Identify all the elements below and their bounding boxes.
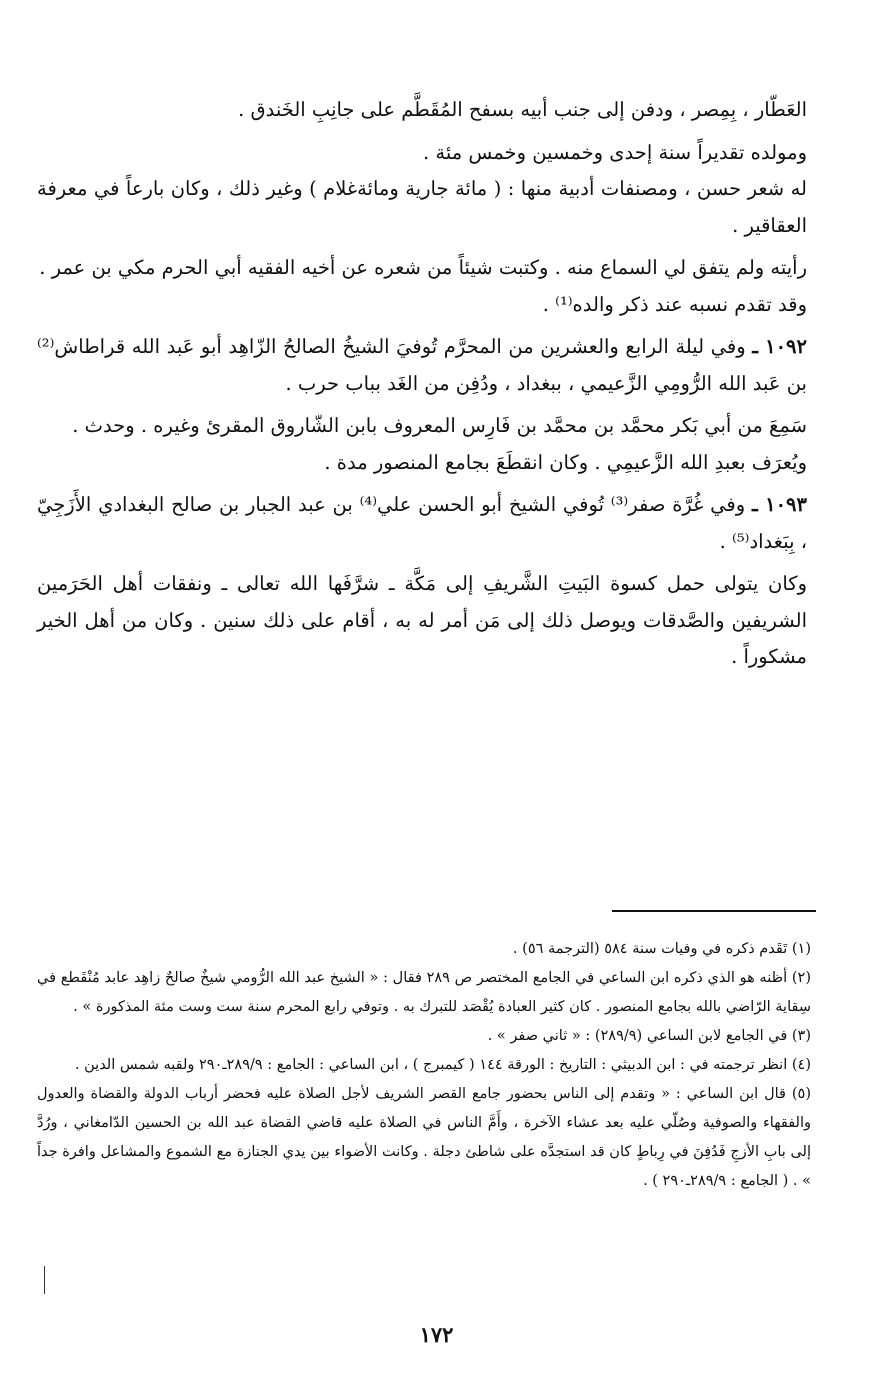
footnote-separator [612,910,816,912]
paragraph: رأيته ولم يتفق لي السماع منه . وكتبت شيئاً من شعره عن أخيه الفقيه أبي الحرم مكي بن عمر . [39,256,807,279]
entry-number: ١٠٩٣ ـ [751,493,807,516]
footnotes [37,935,811,1196]
footnote-text: قال ابن الساعي : « وتقدم إلى الناس بحضور جامع القصر الشريف لأجل الصلاة عليه فحضر أرباب الدولة والقضاة والعدول والفقهاء والصوفية وصُلّي عليه بعد عشاء الآخرة ، وأَمَّ الناس في الصلاة عليه قاضي القضاة عبد الله بن الحسين الدّامغاني ، ورُدَّ إلى بابِ الأزجِ فَدُفِنَ في رِباطٍ كان قد استجدَّه على شاطئ دجلة . وكانت الأضواء بين يدي الجنازة مع الشموع والمشاعل وافرة جداً » . ( الجامع : ٢٨٩/٩ـ٢٩٠ ) . [37,1086,811,1189]
paragraph: ومولده تقديراً سنة إحدى وخمسين وخمس مئة . [423,140,807,164]
footnote-text: تَقَدم ذكره في وفيات سنة ٥٨٤ (الترجمة ٥٦) . [512,941,788,957]
main-text [37,92,807,676]
entry-1093 [37,487,807,560]
margin-mark [44,1266,45,1294]
footnote-number: (٤) [791,1057,811,1073]
footnote [37,964,811,1022]
footnote [37,1080,811,1196]
page-number: ١٧٢ [419,1322,454,1347]
footnote-number: (١) [791,941,811,957]
footnote-text: انظر ترجمته في : ابن الدبيثي : التاريخ : الورقة ١٤٤ ( كيمبرج ) ، ابن الساعي : الجامع : ٢٨٩/٩ـ٢٩٠ ولقبه شمس الدين . [74,1057,788,1073]
footnote-number: (٥) [791,1086,812,1102]
paragraph: وقد تقدم نسبه عند ذكر والده⁽¹⁾ . [542,292,807,316]
paragraph: له شعر حسن ، ومصنفات أدبية منها : ( مائة جارية ومائةغلام ) وغير ذلك ، وكان بارعاً في معرفة العقاقير . [37,177,807,237]
footnote-text: في الجامع لابن الساعي (٢٨٩/٩) : « ثاني صفر » . [487,1028,788,1044]
paragraph: ويُعرَف بعبدِ الله الزَّعيمِي . وكان انقطَعَ بجامع المنصور مدة . [324,450,807,474]
footnote-number: (٣) [791,1028,811,1044]
paragraph: وكان يتولى حمل كسوة البَيتِ الشَّريفِ إلى مَكَّة ـ شرَّفَها الله تعالى ـ ونفقات أهل الحَرَمين الشريفين والصَّدقات ويوصل ذلك إلى مَن أمر له به ، أقام على ذلك سنين . وكان من أهل الخير مشكوراً . [37,572,807,668]
footnote [37,1051,811,1080]
footnote [37,935,811,964]
footnote [37,1022,811,1051]
paragraph: سَمِعَ من أبي بَكر محمَّد بن محمَّد بن فَارِس المعروف بابن الشّاروق المقرئ وغيره . وحدث . [72,414,807,437]
entry-number: ١٠٩٢ ـ [752,335,807,358]
paragraph: العَطّار ، بِمِصر ، ودفن إلى جنب أبيه بسفح المُقَطَّم على جانِبِ الخَندق . [238,98,807,121]
entry-1092 [37,329,807,402]
footnote-text: أظنه هو الذي ذكره ابن الساعي في الجامع المختصر ص ٢٨٩ فقال : « الشيخ عبد الله الرُّومي شيخٌ صالحٌ زاهِد عابد مُنْقَطع في سِقاية الرّاضي بالله بجامع المنصور . كان كثير العبادة يُقْصَد للتبرك به . وتوفي رابع المحرم سنة ست وست مئة المذكورة » . [37,970,811,1015]
entry-text: وفي ليلة الرابع والعشرين من المحرَّم تُوفيَ الشيخُ الصالحُ الزّاهِد أبو عَبد الله قراطاش⁽²⁾ بن عَبد الله الرُّومِي الزَّعيمي ، ببغداد ، ودُفِن من الغَد بباب حرب . [37,335,807,395]
entry-text: وفي غُرَّة صفر⁽³⁾ تُوفي الشيخ أبو الحسن علي⁽⁴⁾ بن عبد الجبار بن صالح البغدادي الأَزَجِيّ ، بِبَغداد⁽⁵⁾ . [37,493,807,553]
footnote-number: (٢) [791,970,811,986]
